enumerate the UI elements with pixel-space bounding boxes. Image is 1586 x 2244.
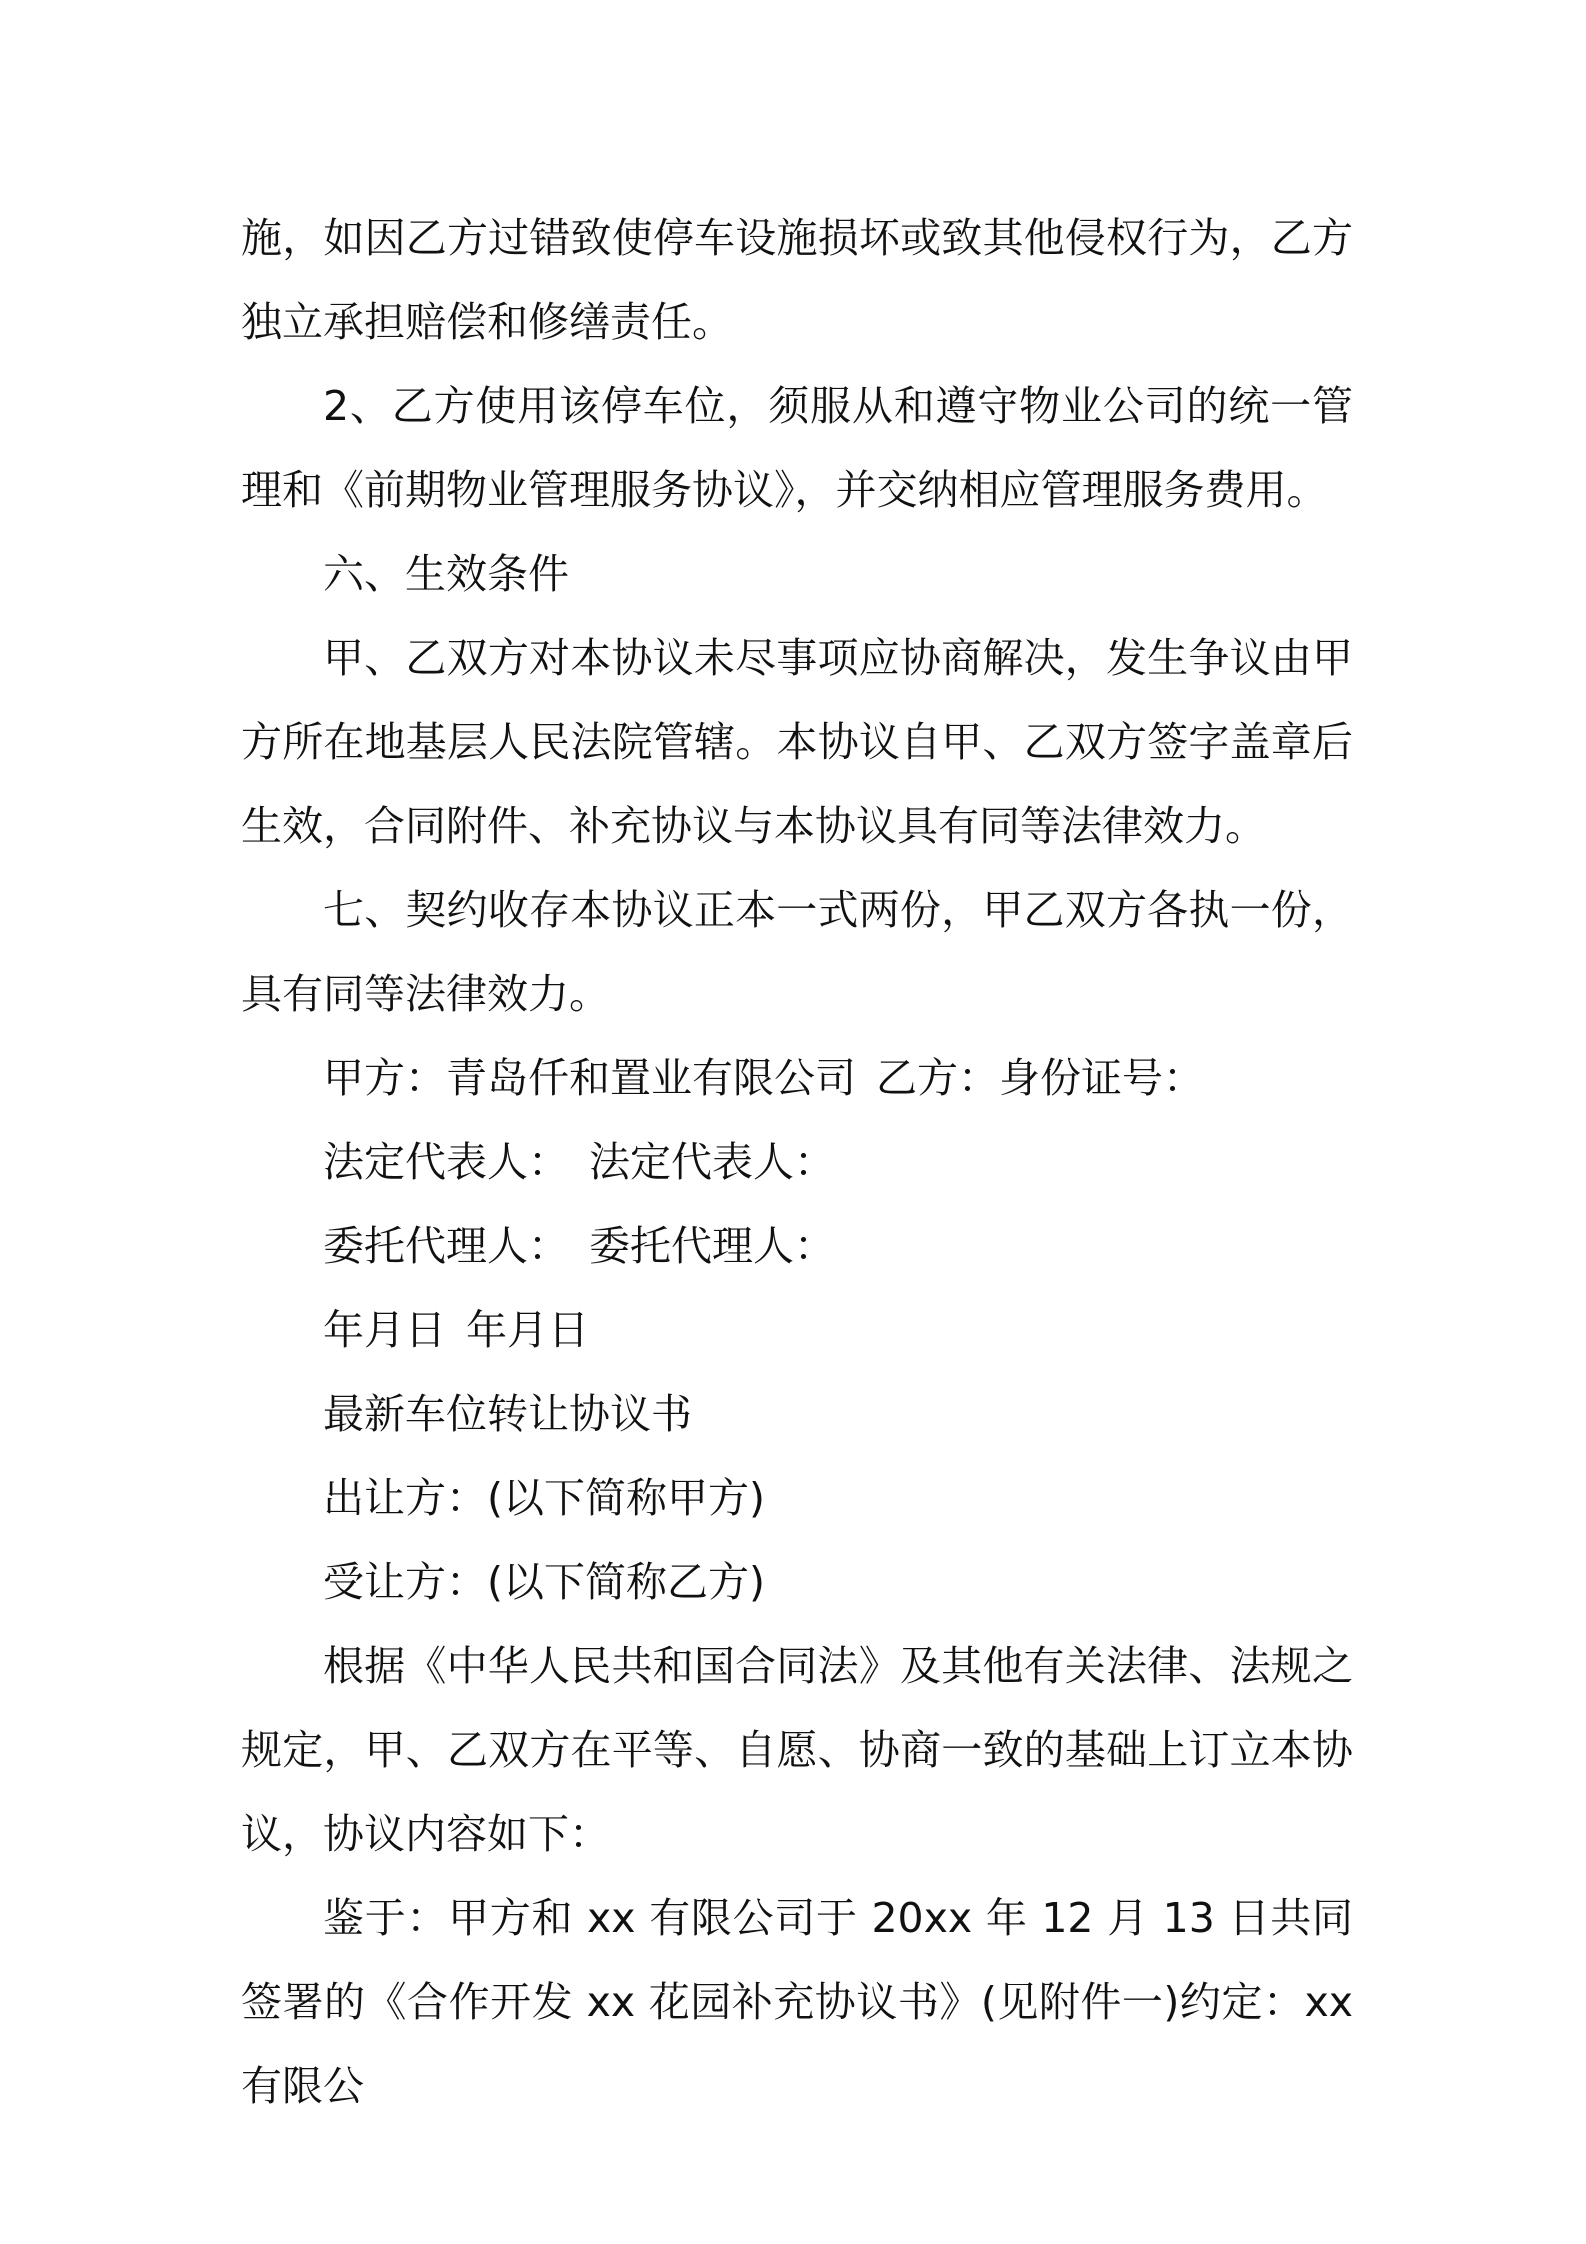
paragraph-whereas: 鉴于：甲方和 xx 有限公司于 20xx 年 12 月 13 日共同签署的《合作开发 xx 花园补充协议书》(见附件一)约定：xx 有限公 bbox=[241, 1894, 1353, 2110]
signature-agent-line bbox=[241, 1204, 1353, 1288]
transferee-line: 受让方：(以下简称乙方) bbox=[323, 1558, 765, 1606]
rep-a-label: 法定代表人： bbox=[323, 1138, 569, 1186]
agent-b-label: 委托代理人： bbox=[589, 1222, 835, 1270]
signature-rep-line bbox=[241, 1120, 1353, 1204]
paragraph-dispute: 甲、乙双方对本协议未尽事项应协商解决，发生争议由甲方所在地基层人民法院管辖。本协议自甲、乙双方签字盖章后生效，合同附件、补充协议与本协议具有同等法律效力。 bbox=[241, 634, 1353, 850]
date-a-label: 年月日 bbox=[323, 1306, 446, 1354]
paragraph-liability: 施，如因乙方过错致使停车设施损坏或致其他侵权行为，乙方独立承担赔偿和修缮责任。 bbox=[241, 214, 1353, 346]
agent-a-label: 委托代理人： bbox=[323, 1222, 569, 1270]
transferor-line: 出让方：(以下简称甲方) bbox=[323, 1474, 765, 1522]
signature-date-line bbox=[241, 1288, 1353, 1372]
section-heading-effective: 六、生效条件 bbox=[323, 550, 569, 598]
second-document-title: 最新车位转让协议书 bbox=[323, 1390, 692, 1438]
signature-party-line bbox=[241, 1036, 1353, 1120]
paragraph-legal-basis: 根据《中华人民共和国合同法》及其他有关法律、法规之规定，甲、乙双方在平等、自愿、协商一致的基础上订立本协议，协议内容如下： bbox=[241, 1642, 1353, 1858]
paragraph-copies: 七、契约收存本协议正本一式两份，甲乙双方各执一份，具有同等法律效力。 bbox=[241, 886, 1353, 1018]
document-body bbox=[241, 196, 1353, 2128]
date-b-label: 年月日 bbox=[466, 1306, 589, 1354]
paragraph-management: 2、乙方使用该停车位，须服从和遵守物业公司的统一管理和《前期物业管理服务协议》，并交纳相应管理服务费用。 bbox=[241, 382, 1353, 514]
party-b-label: 乙方：身份证号： bbox=[876, 1054, 1204, 1102]
party-a-label: 甲方：青岛仟和置业有限公司 bbox=[323, 1054, 856, 1102]
rep-b-label: 法定代表人： bbox=[589, 1138, 835, 1186]
